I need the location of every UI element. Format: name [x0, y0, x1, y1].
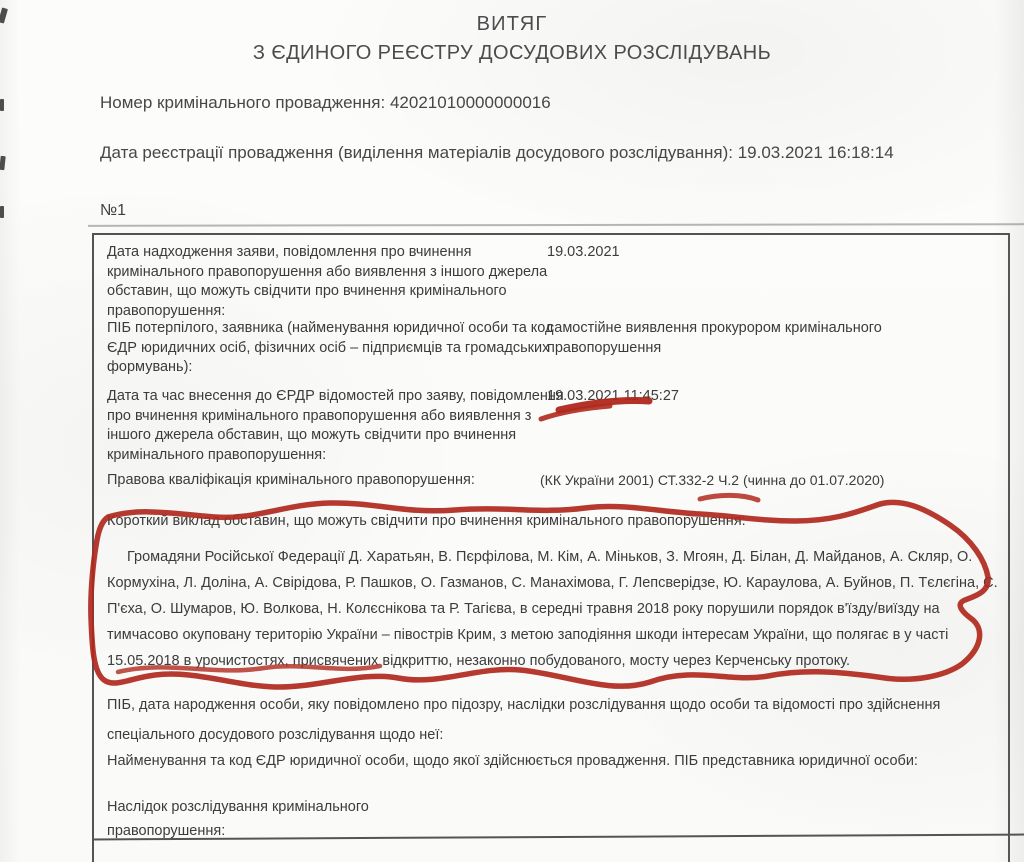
case-number-value: 42021010000000016: [389, 93, 551, 112]
summary-text: Громадяни Російської Федерації Д. Харатьян, В. Пєрфілова, М. Кім, А. Міньков, З. Мгоян, Д. Білан, Д. Майданов, А. Скляр, О. Кормухіна, Л. Доліна, А. Свірідова, Р. Пашков, О. Газманов, С. Манахімова, Г. Лепсверідзе, Ю. Караулова, А. Буйнов, П. Тєлєгіна, С. П'єха, О. Шумаров, Ю. Волкова, Н. Колєснікова та Р. Тагієва, в середні травня 2018 року порушили порядок в'їзду/виїзду на тимчасово окуповану територію України – півострів Крим, з метою заподіяння шкоди інтересам України, що полягає в у часті 15.05.2018 в урочистостях, присвячених відкриттю, незаконно побудованого, мосту через Керченську протоку.: [107, 549, 998, 669]
field-label-legal-qualification: Правова кваліфікація кримінального правопорушення:: [107, 472, 475, 488]
page-title: ВИТЯГ: [476, 13, 548, 35]
case-number-label: Номер кримінального провадження:: [100, 93, 386, 112]
registration-date-value: 19.03.2021 16:18:14: [737, 143, 894, 162]
registration-date-label: Дата реєстрації провадження (виділення матеріалів досудового розслідування):: [100, 143, 733, 162]
field-value-receipt-date: 19.03.2021: [547, 244, 620, 260]
scan-artifact: [0, 156, 6, 170]
field-value-legal-qualification: (КК України 2001) СТ.332-2 Ч.2 (чинна до 01.07.2020): [540, 472, 885, 488]
register-table: [92, 233, 1010, 862]
scan-artifact: [0, 99, 4, 111]
field-value-claimant: самостійне виявлення прокурором кримінального правопорушення: [547, 320, 882, 356]
field-label-erdr-entry-datetime: Дата та час внесення до ЄРДР відомостей про заяву, повідомлення про вчинення кримінального правопорушення або виявлення з іншого джерела обставин, що можуть свідчити про вчинення кримінального правопорушення:: [107, 388, 564, 463]
top-hairline: [88, 223, 1024, 227]
field-value-erdr-entry-datetime: 19.03.2021 11:45:27: [547, 388, 679, 404]
suspect-info-label: ПІБ, дата народження особи, яку повідомлено про підозру, наслідки розслідування щодо особи та відомості про здійснення спеціального досудового розслідування щодо неї:: [107, 697, 941, 743]
page-subtitle: З ЄДИНОГО РЕЄСТРУ ДОСУДОВИХ РОЗСЛІДУВАНЬ: [252, 42, 772, 64]
record-number: №1: [100, 202, 127, 219]
legal-entity-label: Найменування та код ЄДР юридичної особи, щодо якої здійснюється провадження. ПІБ представника юридичної особи:: [107, 753, 918, 769]
summary-label: Короткий виклад обставин, що можуть свідчити про вчинення кримінального правопорушення:: [107, 513, 746, 529]
registration-date-line: [100, 136, 918, 169]
case-number-line: [100, 93, 551, 113]
field-label-receipt-date: Дата надходження заяви, повідомлення про вчинення кримінального правопорушення або виявлення з іншого джерела обставин, що можуть свідчити про вчинення кримінального правопорушення:: [107, 244, 548, 319]
field-label-claimant: ПІБ потерпілого, заявника (найменування юридичної особи та код ЄДР юридичних осіб, фізичних осіб – підприємців та громадських формувань):: [107, 320, 554, 375]
investigation-result-label: Наслідок розслідування кримінального правопорушення:: [107, 799, 369, 839]
scan-artifact: [0, 206, 4, 218]
